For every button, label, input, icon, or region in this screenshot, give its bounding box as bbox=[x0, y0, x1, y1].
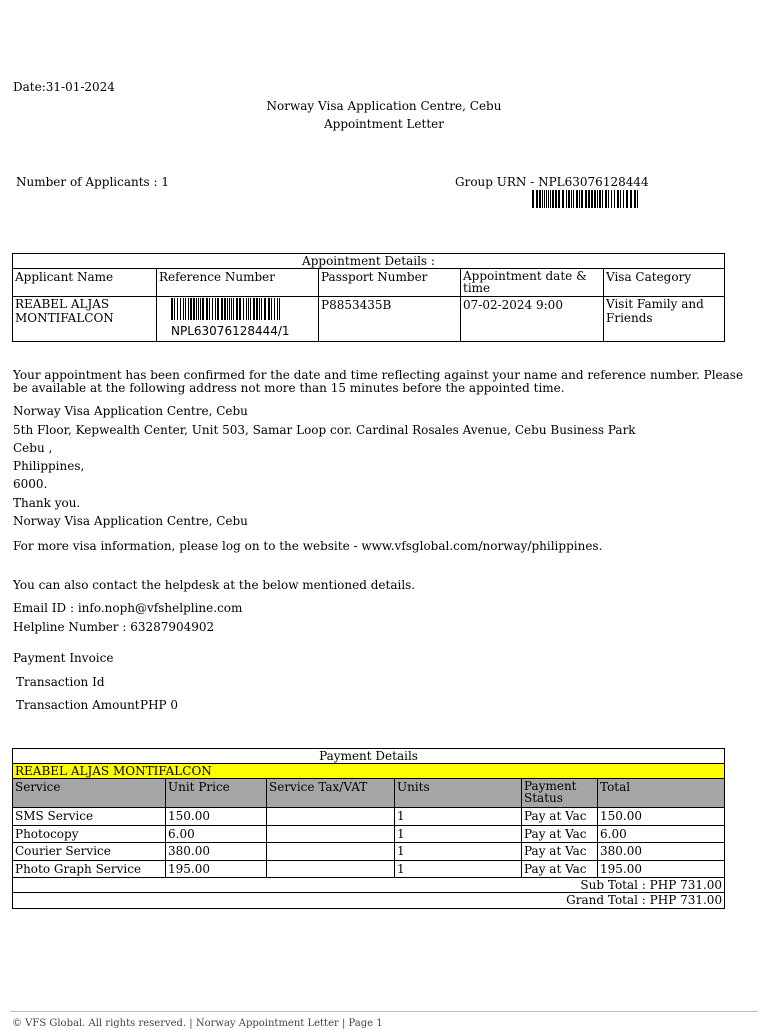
barcode-bar bbox=[597, 190, 598, 208]
unit-price: 195.00 bbox=[166, 860, 267, 877]
col-units: Units bbox=[395, 779, 522, 808]
barcode-bar bbox=[171, 298, 173, 320]
barcode-bar bbox=[256, 298, 258, 320]
sub-total: Sub Total : PHP 731.00 bbox=[13, 877, 725, 892]
barcode-bar bbox=[250, 298, 251, 320]
barcode-bar bbox=[544, 190, 545, 208]
footer-divider bbox=[10, 1011, 758, 1012]
applicant-name: REABEL ALJAS MONTIFALCON bbox=[13, 297, 157, 341]
barcode-bar bbox=[550, 190, 551, 208]
table-row bbox=[13, 825, 725, 842]
barcode-bar bbox=[224, 298, 226, 320]
barcode-bar bbox=[539, 190, 541, 208]
barcode-bar bbox=[196, 298, 197, 320]
barcode-bar bbox=[573, 190, 574, 208]
barcode-bar bbox=[212, 298, 213, 320]
centre-name: Norway Visa Application Centre, Cebu bbox=[266, 99, 502, 113]
service-name: Courier Service bbox=[13, 843, 166, 860]
barcode-bar bbox=[239, 298, 241, 320]
col-applicant-name: Applicant Name bbox=[13, 269, 157, 297]
address-line-2: 5th Floor, Kepwealth Center, Unit 503, Samar Loop cor. Cardinal Rosales Avenue, Cebu Business Park bbox=[13, 423, 636, 437]
service-tax bbox=[267, 860, 395, 877]
barcode-bar bbox=[271, 298, 272, 320]
barcode-bar bbox=[552, 190, 554, 208]
address-line-5: 6000. bbox=[13, 477, 48, 491]
visa-category: Visit Family and Friends bbox=[604, 297, 725, 341]
appointment-table-title: Appointment Details : bbox=[13, 254, 725, 269]
barcode-bar bbox=[264, 298, 266, 320]
group-urn: Group URN - NPL63076128444 bbox=[455, 175, 649, 189]
signature-centre: Norway Visa Application Centre, Cebu bbox=[13, 514, 248, 528]
barcode-bar bbox=[626, 190, 628, 208]
barcode-bar bbox=[200, 298, 201, 320]
barcode-bar bbox=[542, 190, 543, 208]
barcode-bar bbox=[637, 190, 638, 208]
barcode-bar bbox=[217, 298, 219, 320]
reference-cell bbox=[157, 297, 319, 341]
payment-invoice-title: Payment Invoice bbox=[13, 651, 114, 665]
letter-date: Date:31-01-2024 bbox=[13, 80, 115, 94]
barcode-bar bbox=[190, 298, 192, 320]
row-total: 150.00 bbox=[598, 808, 725, 825]
barcode-bar bbox=[233, 298, 234, 320]
units: 1 bbox=[395, 860, 522, 877]
reference-barcode bbox=[171, 298, 281, 320]
barcode-bar bbox=[630, 190, 632, 208]
unit-price: 150.00 bbox=[166, 808, 267, 825]
col-payment-status: Payment Status bbox=[522, 779, 598, 808]
service-tax bbox=[267, 808, 395, 825]
appointment-table bbox=[12, 253, 725, 342]
col-passport-number: Passport Number bbox=[319, 269, 461, 297]
barcode-bar bbox=[546, 190, 547, 208]
passport-number: P8853435B bbox=[319, 297, 461, 341]
barcode-bar bbox=[588, 190, 590, 208]
reference-number: NPL63076128444/1 bbox=[171, 324, 290, 339]
barcode-bar bbox=[571, 190, 572, 208]
barcode-bar bbox=[581, 190, 583, 208]
col-reference-number: Reference Number bbox=[157, 269, 319, 297]
appointment-datetime: 07-02-2024 9:00 bbox=[461, 297, 604, 341]
barcode-bar bbox=[576, 190, 578, 208]
address-line-4: Philippines, bbox=[13, 459, 85, 473]
barcode-bar bbox=[599, 190, 601, 208]
barcode-bar bbox=[566, 190, 567, 208]
barcode-bar bbox=[202, 298, 204, 320]
barcode-bar bbox=[253, 298, 255, 320]
service-name: Photocopy bbox=[13, 825, 166, 842]
barcode-bar bbox=[174, 298, 175, 320]
barcode-bar bbox=[206, 298, 208, 320]
payment-table-title: Payment Details bbox=[13, 749, 725, 764]
barcode-bar bbox=[274, 298, 275, 320]
payment-applicant-name: REABEL ALJAS MONTIFALCON bbox=[13, 764, 725, 779]
payment-status: Pay at Vac bbox=[522, 860, 598, 877]
payment-table bbox=[12, 748, 725, 909]
letter-title: Appointment Letter bbox=[323, 117, 445, 131]
transaction-id-label: Transaction Id bbox=[16, 675, 105, 689]
barcode-bar bbox=[183, 298, 184, 320]
address-line-3: Cebu , bbox=[13, 441, 53, 455]
helpdesk-info: You can also contact the helpdesk at the below mentioned details. bbox=[13, 578, 416, 592]
barcode-bar bbox=[536, 190, 538, 208]
barcode-bar bbox=[215, 298, 216, 320]
payment-status: Pay at Vac bbox=[522, 825, 598, 842]
row-total: 195.00 bbox=[598, 860, 725, 877]
col-total: Total bbox=[598, 779, 725, 808]
website-info: For more visa information, please log on to the website - www.vfsglobal.com/norway/philippines. bbox=[13, 539, 603, 553]
barcode-bar bbox=[614, 190, 615, 208]
group-urn-barcode bbox=[532, 190, 640, 208]
col-service: Service bbox=[13, 779, 166, 808]
service-tax bbox=[267, 843, 395, 860]
barcode-bar bbox=[585, 190, 587, 208]
barcode-bar bbox=[611, 190, 612, 208]
barcode-bar bbox=[620, 190, 621, 208]
barcode-bar bbox=[261, 298, 262, 320]
barcode-bar bbox=[617, 190, 619, 208]
payment-status: Pay at Vac bbox=[522, 808, 598, 825]
col-visa-category: Visa Category bbox=[604, 269, 725, 297]
barcode-bar bbox=[623, 190, 624, 208]
row-total: 380.00 bbox=[598, 843, 725, 860]
applicant-count: Number of Applicants : 1 bbox=[16, 175, 170, 189]
email-id: Email ID : info.noph@vfshelpline.com bbox=[13, 601, 243, 615]
barcode-bar bbox=[568, 190, 570, 208]
barcode-bar bbox=[602, 190, 603, 208]
barcode-bar bbox=[193, 298, 195, 320]
barcode-bar bbox=[236, 298, 238, 320]
barcode-bar bbox=[243, 298, 244, 320]
table-row bbox=[13, 808, 725, 825]
barcode-bar bbox=[268, 298, 270, 320]
barcode-bar bbox=[608, 190, 609, 208]
transaction-amount-value: PHP 0 bbox=[140, 698, 179, 712]
table-row bbox=[13, 860, 725, 877]
row-total: 6.00 bbox=[598, 825, 725, 842]
table-row bbox=[13, 843, 725, 860]
barcode-bar bbox=[248, 298, 249, 320]
barcode-bar bbox=[634, 190, 636, 208]
col-service-tax: Service Tax/VAT bbox=[267, 779, 395, 808]
unit-price: 380.00 bbox=[166, 843, 267, 860]
col-appointment-datetime: Appointment date & time bbox=[461, 269, 604, 297]
barcode-bar bbox=[188, 298, 189, 320]
barcode-bar bbox=[548, 190, 549, 208]
barcode-bar bbox=[221, 298, 223, 320]
barcode-bar bbox=[277, 298, 278, 320]
address-line-1: Norway Visa Application Centre, Cebu bbox=[13, 404, 248, 418]
barcode-bar bbox=[246, 298, 247, 320]
barcode-bar bbox=[579, 190, 580, 208]
confirmation-text: Your appointment has been confirmed for the date and time reflecting against your name and reference number. Please be available at the following address not more than 15 minutes before the appointed time. bbox=[13, 368, 744, 395]
barcode-bar bbox=[562, 190, 564, 208]
barcode-bar bbox=[198, 298, 199, 320]
thank-you: Thank you. bbox=[13, 496, 81, 510]
service-name: SMS Service bbox=[13, 808, 166, 825]
barcode-bar bbox=[279, 298, 280, 320]
service-tax bbox=[267, 825, 395, 842]
unit-price: 6.00 bbox=[166, 825, 267, 842]
barcode-bar bbox=[231, 298, 232, 320]
barcode-bar bbox=[185, 298, 186, 320]
barcode-bar bbox=[558, 190, 560, 208]
transaction-amount-label: Transaction Amount bbox=[16, 698, 140, 712]
payment-status: Pay at Vac bbox=[522, 843, 598, 860]
barcode-bar bbox=[594, 190, 596, 208]
units: 1 bbox=[395, 843, 522, 860]
barcode-bar bbox=[227, 298, 228, 320]
col-unit-price: Unit Price bbox=[166, 779, 267, 808]
barcode-bar bbox=[555, 190, 557, 208]
grand-total: Grand Total : PHP 731.00 bbox=[13, 893, 725, 908]
barcode-bar bbox=[180, 298, 181, 320]
units: 1 bbox=[395, 825, 522, 842]
units: 1 bbox=[395, 808, 522, 825]
barcode-bar bbox=[591, 190, 593, 208]
barcode-bar bbox=[229, 298, 230, 320]
barcode-bar bbox=[259, 298, 260, 320]
footer-text: © VFS Global. All rights reserved. | Norway Appointment Letter | Page 1 bbox=[12, 1018, 383, 1029]
barcode-bar bbox=[605, 190, 607, 208]
service-name: Photo Graph Service bbox=[13, 860, 166, 877]
barcode-bar bbox=[209, 298, 210, 320]
barcode-bar bbox=[532, 190, 534, 208]
barcode-bar bbox=[177, 298, 178, 320]
helpline-number: Helpline Number : 63287904902 bbox=[13, 620, 215, 634]
